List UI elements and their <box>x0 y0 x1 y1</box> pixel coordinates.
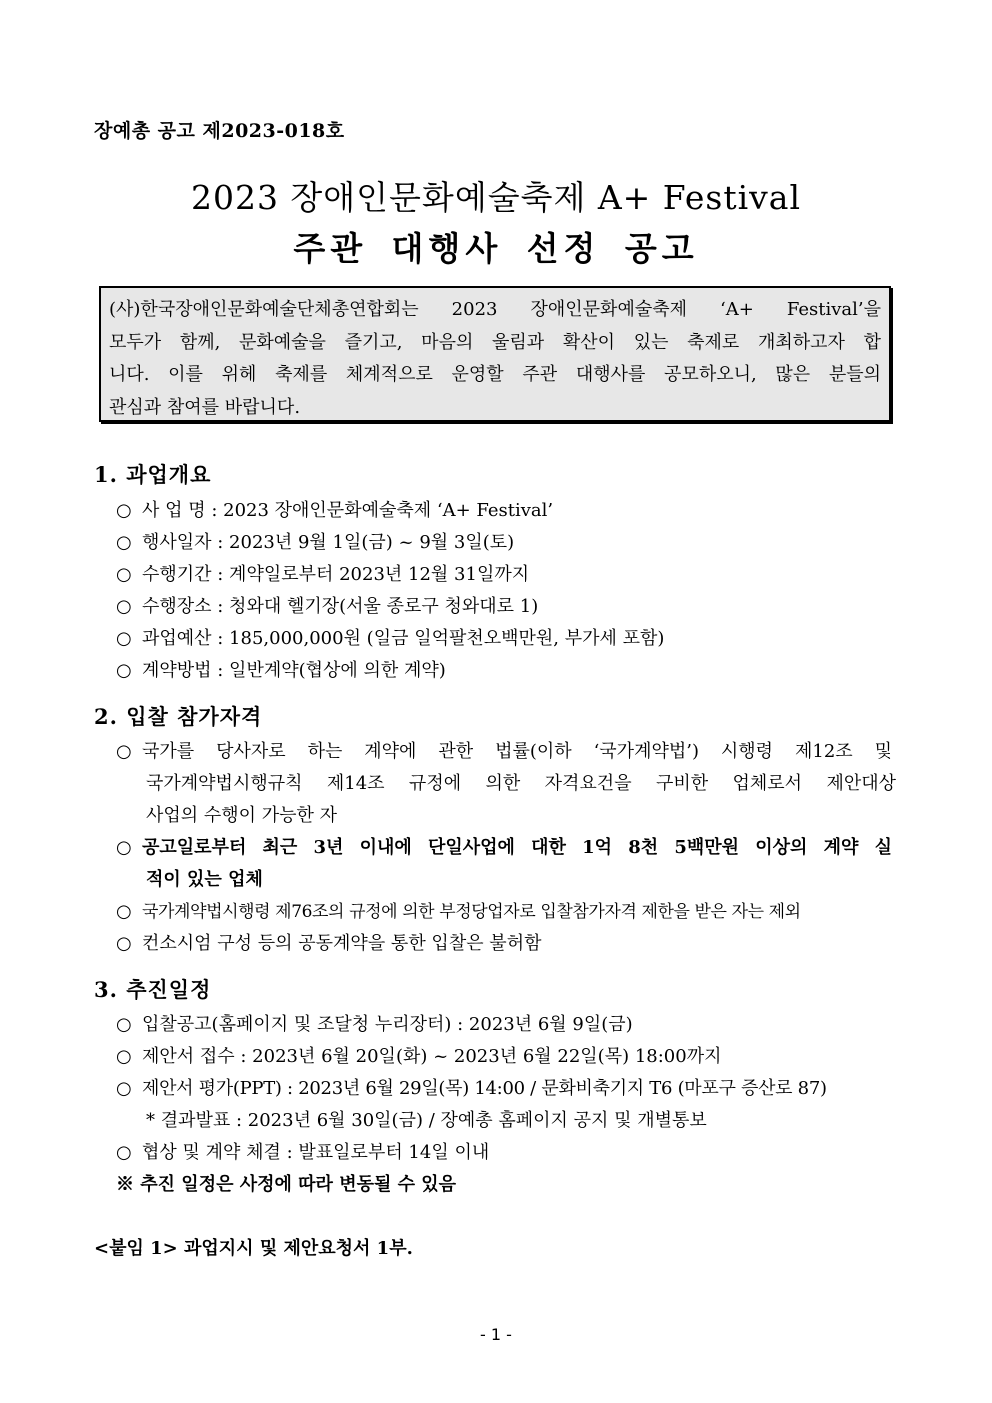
schedule-notice: ※ 추진 일정은 사정에 따라 변동될 수 있음 <box>116 1174 457 1195</box>
bullet-icon: ○ <box>116 500 132 521</box>
bullet-icon: ○ <box>116 564 132 585</box>
list-item: ○ 사 업 명 : 2023 장애인문화예술축제 ‘A+ Festival’ <box>116 500 554 521</box>
list-item-continuation: 적이 있는 업체 <box>146 869 263 890</box>
section-title-overview: 1. 과업개요 <box>94 462 212 487</box>
document-number: 장예총 공고 제2023-018호 <box>94 120 345 142</box>
intro-line: 관심과 참여를 바랍니다. <box>109 396 301 418</box>
list-item: ○ 제안서 평가(PPT) : 2023년 6월 29일(목) 14:00 / 문화비축기지 T6 (마포구 증산로 87) <box>116 1078 827 1099</box>
list-item-continuation: 국가계약법시행규칙 제14조 규정에 의한 자격요건을 구비한 업체로서 제안대상 <box>146 773 896 794</box>
intro-line: 니다. 이를 위헤 축제를 체계적으로 운영할 주관 대행사를 공모하오니, 많은 분들의 <box>109 364 881 385</box>
bullet-icon: ○ <box>116 532 132 553</box>
bullet-icon: ○ <box>116 1046 132 1067</box>
list-item-emphasis: ○ 공고일로부터 최근 3년 이내에 단일사업에 대한 1억 8천 5백만원 이상의 계약 실 <box>116 837 892 858</box>
list-item-continuation: 사업의 수행이 가능한 자 <box>146 805 338 826</box>
bullet-icon: ○ <box>116 596 132 617</box>
attachment-note: <붙임 1> 과업지시 및 제안요청서 1부. <box>94 1238 413 1259</box>
list-item: ○ 입찰공고(홈페이지 및 조달청 누리장터) : 2023년 6월 9일(금) <box>116 1014 633 1035</box>
page-number: - 1 - <box>480 1325 512 1344</box>
list-item: ○ 제안서 접수 : 2023년 6월 20일(화) ~ 2023년 6월 22일(목) 18:00까지 <box>116 1046 722 1067</box>
section-title-schedule: 3. 추진일정 <box>94 977 212 1002</box>
list-item: ○ 수행기간 : 계약일로부터 2023년 12월 31일까지 <box>116 564 530 585</box>
list-item: ○ 국가계약법시행령 제76조의 규정에 의한 부정당업자로 입찰참가자격 제한을 받은 자는 제외 <box>116 901 801 922</box>
list-item: ○ 협상 및 계약 체결 : 발표일로부터 14일 이내 <box>116 1142 490 1163</box>
intro-line: (사)한국장애인문화예술단체총연합회는 2023 장애인문화예술축제 ‘A+ Festival’을 <box>109 299 881 320</box>
list-item: ○ 과업예산 : 185,000,000원 (일금 일억팔천오백만원, 부가세 포함) <box>116 628 665 649</box>
section-title-eligibility: 2. 입찰 참가자격 <box>94 704 263 729</box>
bullet-icon: ○ <box>116 1142 132 1163</box>
bullet-icon: ○ <box>116 628 132 649</box>
intro-box <box>99 286 891 422</box>
bullet-icon: ○ <box>116 901 132 922</box>
list-item: ○ 컨소시엄 구성 등의 공동계약을 통한 입찰은 불허함 <box>116 933 542 954</box>
list-item: ○ 국가를 당사자로 하는 계약에 관한 법률(이하 ‘국가계약법’) 시행령 제12조 및 <box>116 741 892 762</box>
sub-note: * 결과발표 : 2023년 6월 30일(금) / 장예총 홈페이지 공지 및 개별통보 <box>146 1110 707 1131</box>
bullet-icon: ○ <box>116 1078 132 1099</box>
page-title: 2023 장애인문화예술축제 A+ Festival <box>190 178 802 217</box>
list-item: ○ 수행장소 : 청와대 헬기장(서울 종로구 청와대로 1) <box>116 596 539 617</box>
page-subtitle: 주관 대행사 선정 공고 <box>293 229 699 268</box>
bullet-icon: ○ <box>116 1014 132 1035</box>
bullet-icon: ○ <box>116 660 132 681</box>
list-item: ○ 계약방법 : 일반계약(협상에 의한 계약) <box>116 660 446 681</box>
intro-line: 모두가 함께, 문화예술을 즐기고, 마음의 울림과 확산이 있는 축제로 개최하고자 합 <box>109 331 881 353</box>
list-item: ○ 행사일자 : 2023년 9월 1일(금) ~ 9월 3일(토) <box>116 532 515 553</box>
bullet-icon: ○ <box>116 837 132 858</box>
bullet-icon: ○ <box>116 741 132 762</box>
bullet-icon: ○ <box>116 933 132 954</box>
